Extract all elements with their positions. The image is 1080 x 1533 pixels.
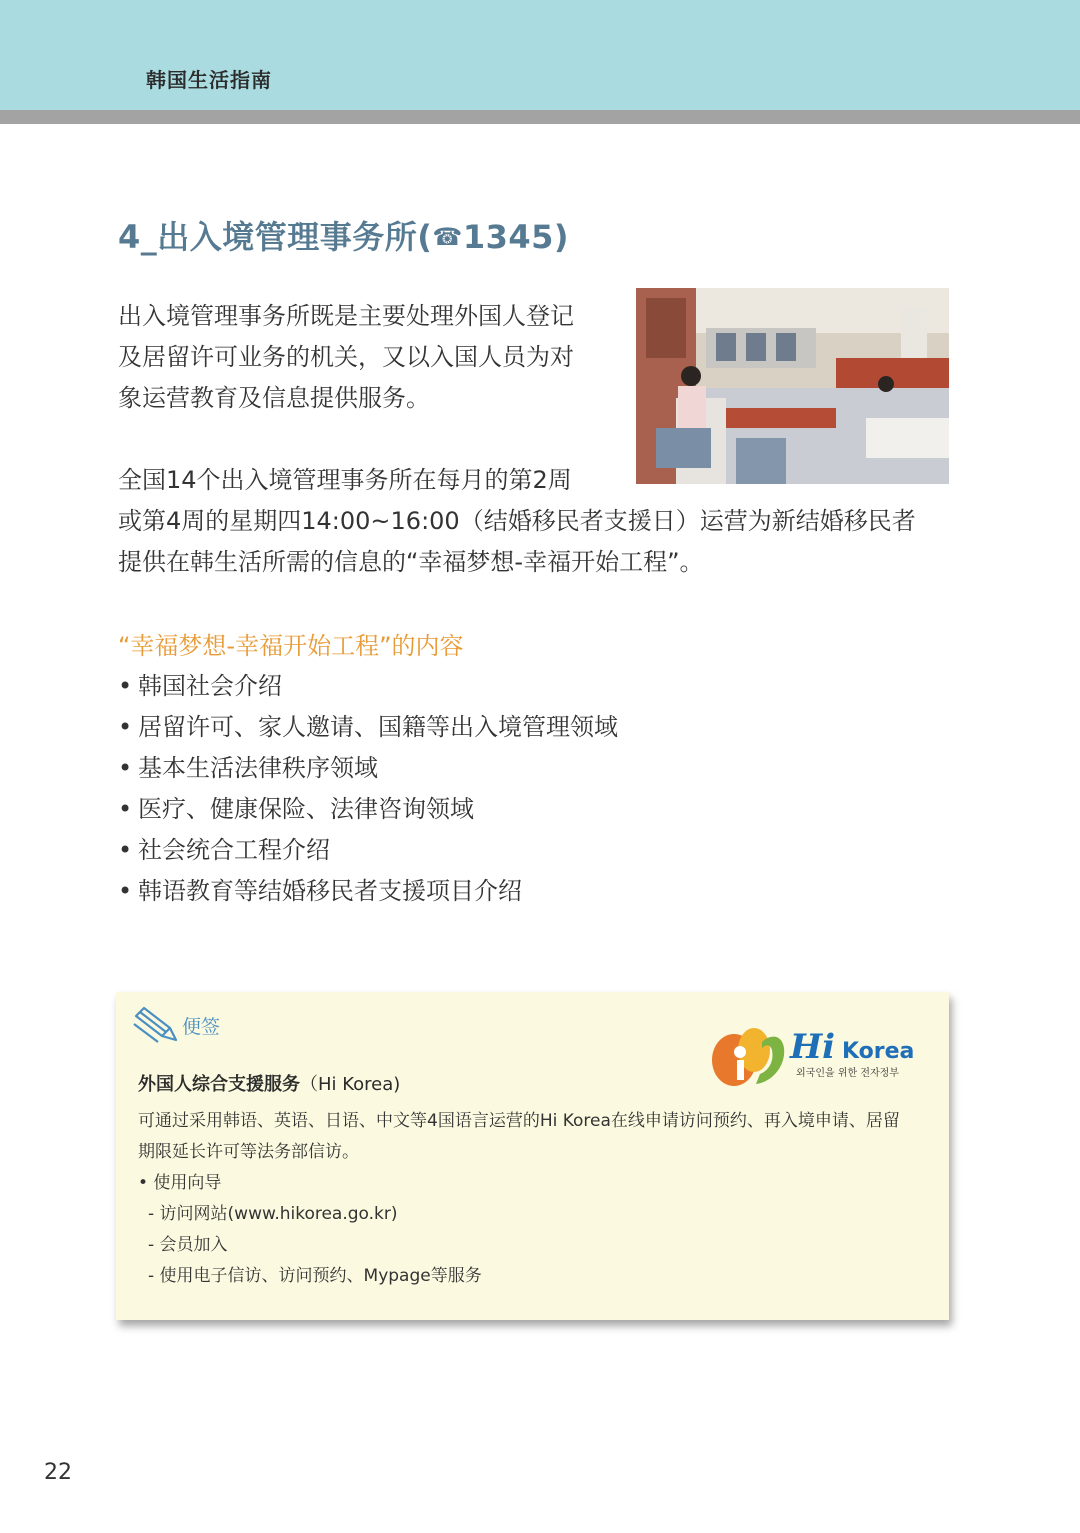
note-title bbox=[138, 1070, 400, 1096]
header-title: 韩国生活指南 bbox=[146, 68, 272, 92]
usage-guide-item: - 使用电子信访、访问预约、Mypage等服务 bbox=[148, 1266, 482, 1286]
bullet: • bbox=[118, 672, 133, 700]
list-item bbox=[118, 789, 618, 830]
list-item bbox=[118, 748, 618, 789]
intro-paragraph bbox=[118, 296, 618, 419]
note-description-line: 可通过采用韩语、英语、日语、中文等4国语言运营的Hi Korea在线申请访问预约、再入境申请、居留 bbox=[138, 1111, 900, 1131]
section-title: 4_出入境管理事务所( bbox=[118, 218, 433, 256]
list-item-text: 韩语教育等结婚移民者支援项目介绍 bbox=[138, 877, 522, 905]
intro-line: 出入境管理事务所既是主要处理外国人登记 bbox=[118, 302, 574, 330]
logo-korea-text: Korea bbox=[842, 1039, 915, 1064]
intro-line: 象运营教育及信息提供服务。 bbox=[118, 384, 430, 412]
intro-line: 及居留许可业务的机关，又以入国人员为对 bbox=[118, 343, 574, 371]
schedule-line: 或第4周的星期四14:00~16:00（结婚移民者支援日）运营为新结婚移民者 bbox=[118, 507, 916, 535]
bullet: • bbox=[118, 836, 133, 864]
note-title-paren: （Hi Korea) bbox=[300, 1074, 401, 1095]
list-item-text: 医疗、健康保险、法律咨询领域 bbox=[138, 795, 474, 823]
usage-guide bbox=[138, 1168, 482, 1292]
section-phone-number: 1345) bbox=[462, 218, 569, 256]
list-item-text: 韩国社会介绍 bbox=[138, 672, 282, 700]
bullet: • bbox=[118, 795, 133, 823]
header-rule bbox=[0, 110, 1080, 124]
list-item bbox=[118, 707, 618, 748]
hikorea-logo bbox=[710, 1014, 930, 1094]
header-band bbox=[0, 0, 1080, 110]
schedule-paragraph bbox=[118, 460, 958, 583]
program-list bbox=[118, 666, 618, 912]
telephone-icon: ☎ bbox=[432, 223, 463, 251]
pencil-icon bbox=[132, 1006, 180, 1044]
note-label: 便签 bbox=[182, 1016, 221, 1038]
note-box bbox=[116, 992, 949, 1320]
list-item bbox=[118, 830, 618, 871]
office-photo bbox=[636, 288, 949, 484]
list-item-text: 居留许可、家人邀请、国籍等出入境管理领域 bbox=[138, 713, 618, 741]
note-description-line: 期限延长许可等法务部信访。 bbox=[138, 1142, 359, 1162]
schedule-line: 全国14个出入境管理事务所在每月的第2周 bbox=[118, 466, 572, 494]
program-heading: “幸福梦想-幸福开始工程”的内容 bbox=[118, 632, 464, 660]
list-item bbox=[118, 871, 618, 912]
bullet: • bbox=[118, 754, 133, 782]
note-description bbox=[138, 1106, 938, 1168]
note-title-text: 外国人综合支援服务 bbox=[138, 1074, 300, 1095]
list-item bbox=[118, 666, 618, 707]
usage-guide-heading: • 使用向导 bbox=[138, 1173, 222, 1193]
usage-guide-item: - 访问网站(www.hikorea.go.kr) bbox=[148, 1204, 398, 1224]
list-item-text: 基本生活法律秩序领域 bbox=[138, 754, 378, 782]
logo-hi-text: Hi bbox=[790, 1027, 836, 1067]
logo-tagline: 외국인을 위한 전자정부 bbox=[796, 1068, 899, 1079]
bullet: • bbox=[118, 713, 133, 741]
usage-guide-item: - 会员加入 bbox=[148, 1235, 228, 1255]
bullet: • bbox=[118, 877, 133, 905]
schedule-line: 提供在韩生活所需的信息的“幸福梦想-幸福开始工程”。 bbox=[118, 548, 704, 576]
page-number: 22 bbox=[44, 1460, 72, 1485]
section-heading bbox=[118, 212, 569, 258]
list-item-text: 社会统合工程介绍 bbox=[138, 836, 330, 864]
